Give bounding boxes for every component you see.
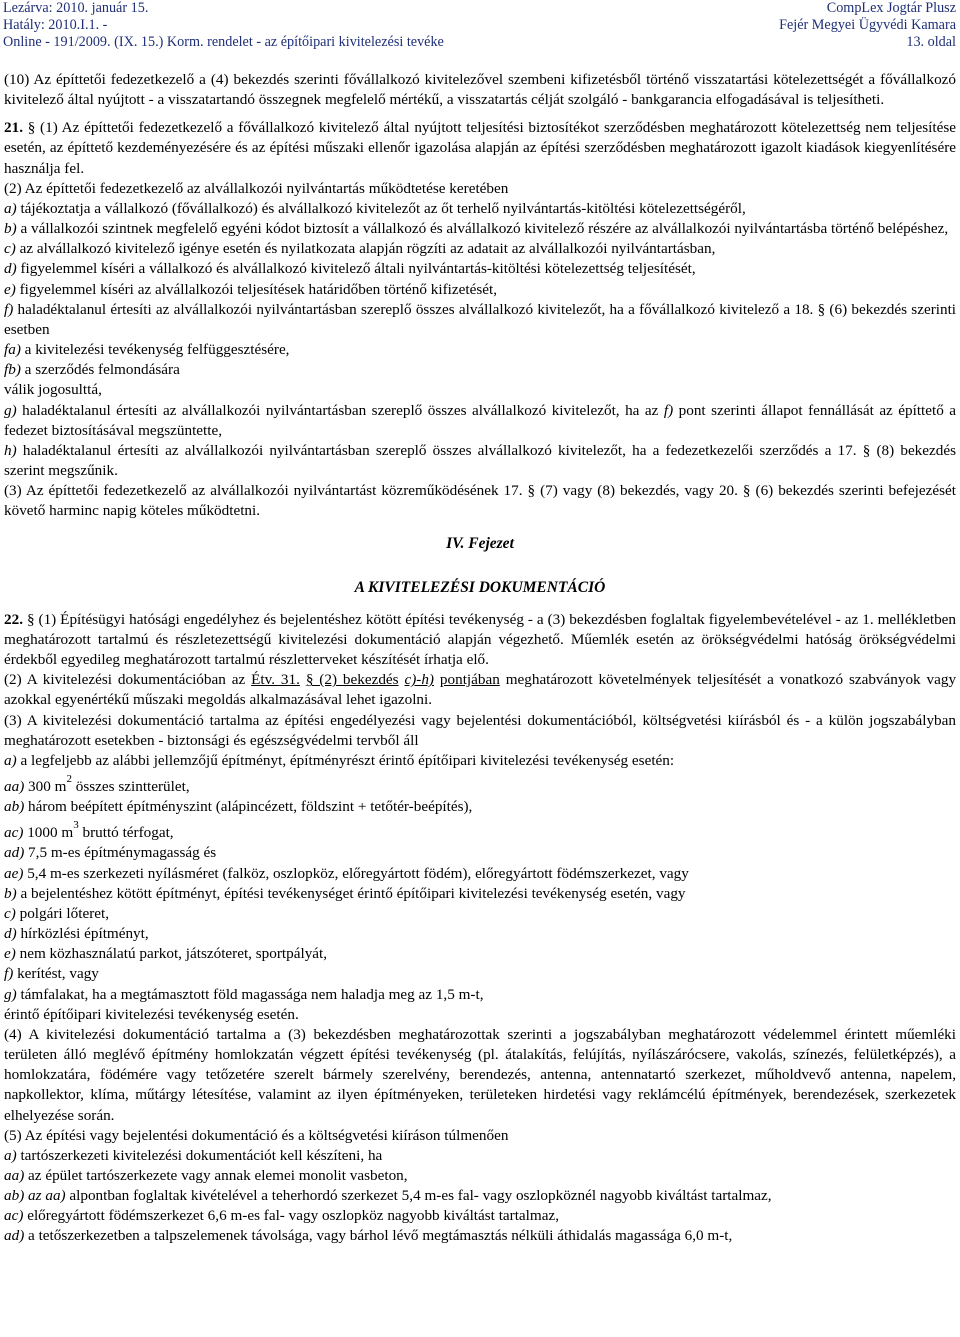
list-continuation: érintő építőipari kivitelezési tevékenység esetén. <box>4 1005 299 1023</box>
item-label: e) <box>4 945 16 963</box>
list-item <box>4 360 956 380</box>
item-label: aa) <box>4 1166 25 1184</box>
section-21-1-text: (1) Az építtetői fedezetkezelő a fővállalkozó kivitelező által nyújtott teljesítési biztosítékot szerződésben meghatározott kötelezettség nem teljesítése esetén, az építtető kezdeményezésére és az építési műszaki ellenőr igazolása alapján az építési szerződésben meghatározott igazolt kiadások kiegyenlítésére használja fel. <box>4 119 957 177</box>
item-text: figyelemmel kíséri a vállalkozó és alvállalkozó kivitelező általi nyilvántartás-kitöltési kötelezettség teljesítését, <box>20 260 696 278</box>
item-label: ab) <box>4 798 25 816</box>
list-item <box>4 219 956 239</box>
licensee-name: Fejér Megyei Ügyvédi Kamara <box>779 17 956 33</box>
list-item <box>4 924 956 944</box>
item-label: d) <box>4 260 17 278</box>
item-label: fb) <box>4 361 21 379</box>
item-text: 1000 m <box>27 824 74 842</box>
effective-date: Hatály: 2010.I.1. - <box>3 17 108 33</box>
section-22-paragraph-2 <box>4 670 956 710</box>
law-reference-link[interactable]: c)-h) <box>404 671 434 689</box>
item-label: aa) <box>4 778 25 795</box>
item-label: g) <box>4 985 17 1003</box>
item-text: összes szintterület, <box>75 778 190 795</box>
list-item <box>4 797 956 817</box>
item-label: d) <box>4 925 17 943</box>
list-item <box>4 864 956 884</box>
section-22-paragraph-3: (3) A kivitelezési dokumentáció tartalma az építési engedélyezési vagy bejelentési dokumentációból, költségvetési kiírásból és - a külön jogszabályban meghatározott esetekben - biztonsági és egészségvédelmi tervből áll <box>4 711 956 749</box>
item-text: figyelemmel kíséri az alvállalkozói teljesítések határidőben történő kifizetését, <box>19 280 497 298</box>
item-label: a) <box>4 751 17 769</box>
page-number: 13. oldal <box>906 34 956 50</box>
list-item <box>4 751 956 771</box>
item-text: három beépített építményszint (alápincézett, földszint + tetőtér-beépítés), <box>28 798 473 816</box>
item-label: b) <box>4 884 17 902</box>
section-21-paragraph-1 <box>4 118 956 178</box>
document-source: Online - 191/2009. (IX. 15.) Korm. rendelet - az építőipari kivitelezési tevéke <box>3 34 444 50</box>
item-text: haladéktalanul értesíti az alvállalkozói nyilvántartásban szereplő összes alvállalkozó kivitelezőt, ha az <box>22 401 659 419</box>
item-text: a bejelentéshez kötött építményt, építési tevékenységet érintő építőipari kivitelezési tevékenység esetén, vagy <box>20 884 686 902</box>
chapter-title: A KIVITELEZÉSI DOKUMENTÁCIÓ <box>354 578 606 596</box>
item-text: 7,5 m-es építménymagasság és <box>28 844 217 862</box>
item-text: a szerződés felmondására <box>24 361 180 379</box>
item-label: a) <box>4 199 17 217</box>
item-label: f) <box>4 965 14 983</box>
list-item <box>4 1226 956 1246</box>
list-item <box>4 884 956 904</box>
section-21-number: 21. <box>4 119 23 137</box>
item-text: haladéktalanul értesíti az alvállalkozói nyilvántartásban szereplő összes alvállalkozó kivitelezőt, ha a fedezetkezelői szerződés a 17. § (8) bekezdés szerint megszűnik. <box>4 441 957 479</box>
item-text: támfalakat, ha a megtámasztott föld magassága nem haladja meg az 1,5 m-t, <box>20 985 484 1003</box>
list-item <box>4 441 956 481</box>
list-item <box>4 1206 956 1226</box>
item-text: hírközlési építményt, <box>20 925 149 943</box>
item-text: tartószerkezeti kivitelezési dokumentációt kell készíteni, ha <box>20 1146 383 1164</box>
item-text: pont szerinti állapot fennállását az építtető a fedezet biztosításával megszüntette, <box>4 401 957 439</box>
item-label: e) <box>4 280 16 298</box>
document-body <box>4 70 956 1247</box>
list-item <box>4 300 956 340</box>
item-reference: az aa) <box>28 1187 66 1205</box>
section-21-paragraph-3: (3) Az építtetői fedezetkezelő az alvállalkozói nyilvántartást közreműködésének 17. § (7) vagy (8) bekezdés, vagy 20. § (6) bekezdés szerinti befejezését követő harminc napig köteles működtetni. <box>4 482 956 520</box>
item-text: az épület tartószerkezete vagy annak elemei monolit vasbeton, <box>28 1166 408 1184</box>
item-label: ad) <box>4 844 25 862</box>
section-22-paragraph-4: (4) A kivitelezési dokumentáció tartalma a (3) bekezdésben meghatározottak szerinti a jogszabályban meghatározott védelemmel érintett műemléki területen álló meglévő építmény homlokzatán végzett építési tevékenység (pl. átalakítás, felújítás, nyílászárócsere, vakolás, színezés, felületképzés), a homlokzatára, födémére vagy tetőzetére szerelt bármely szerelvény, berendezés, antenna, antennatartó szerkezet, műholdvevő antenna, napelem, napkollektor, klíma, műtárgy létesítése, valamint az ilyen építményeken, területeken hirdetési vagy reklámcélú építmények, berendezések, szerkezetek elhelyezése során. <box>4 1025 956 1124</box>
item-label: f) <box>4 300 14 318</box>
list-item <box>4 819 956 843</box>
item-label: b) <box>4 220 17 238</box>
chapter-number: IV. Fejezet <box>446 535 514 553</box>
item-text: nem közhasználatú parkot, játszóteret, sportpályát, <box>19 945 328 963</box>
superscript: 3 <box>73 819 79 832</box>
item-label: a) <box>4 1146 17 1164</box>
header-right <box>779 0 956 51</box>
paragraph-text: (2) A kivitelezési dokumentációban az <box>4 671 246 689</box>
list-item <box>4 1166 956 1186</box>
item-label: fa) <box>4 341 21 359</box>
item-text: haladéktalanul értesíti az alvállalkozói nyilvántartásban szereplő összes alvállalkozó kivitelezőt, ha a fővállalkozó kivitelező a 18. § (6) bekezdés szerinti esetben <box>4 300 957 338</box>
list-item <box>4 904 956 924</box>
section-sign: § <box>27 119 36 137</box>
list-item <box>4 259 956 279</box>
item-text: bruttó térfogat, <box>82 824 174 842</box>
closing-date: Lezárva: 2010. január 15. <box>3 0 149 16</box>
item-text: 5,4 m-es szerkezeti nyílásméret (falköz, oszlopköz, előregyártott födém), előregyártott födémszerkezet, vagy <box>27 864 689 882</box>
item-text: 300 m <box>28 778 67 795</box>
list-continuation: válik jogosulttá, <box>4 381 102 399</box>
item-text: az alvállalkozó kivitelező igénye esetén és nyilatkozata alapján rögzíti az adatait az alvállalkozói nyilvántartásban, <box>19 240 716 258</box>
list-item <box>4 340 956 360</box>
item-label: ac) <box>4 824 24 842</box>
item-text: a tetőszerkezetben a talpszelemenek távolsága, vagy bárhol lévő megtámasztás nélküli áthidalás magassága 6,0 m-t, <box>28 1227 733 1245</box>
list-item <box>4 1186 956 1206</box>
list-item <box>4 843 956 863</box>
paragraph-10: (10) Az építtetői fedezetkezelő a (4) bekezdés szerinti fővállalkozó kivitelezővel szembeni kifizetésből történő visszatartási kötelezettségét a fővállalkozó kivitelező által nyújtott - a visszatartandó összegnek megfelelő mértékű, a visszatartás célját szolgáló - bankgarancia elfogadásával is teljesítheti. <box>4 71 956 109</box>
item-label: c) <box>4 240 16 258</box>
section-sign: § <box>26 610 35 628</box>
list-item <box>4 985 956 1005</box>
list-item <box>4 1146 956 1166</box>
item-text: előregyártott födémszerkezet 6,6 m-es fal- vagy oszlopköz nagyobb kiváltást tartalmaz, <box>27 1207 559 1225</box>
item-text: polgári lőteret, <box>19 904 110 922</box>
item-label: ab) <box>4 1187 25 1205</box>
item-text: alpontban foglaltak kivételével a teherhordó szerkezet 5,4 m-es fal- vagy oszlopköznél nagyobb kiváltást tartalmaz, <box>69 1187 772 1205</box>
section-22-1-text: (1) Építésügyi hatósági engedélyhez és bejelentéshez kötött építési tevékenység - a (3) bekezdésben foglaltak figyelembevételével - az 1. mellékletben meghatározott tartalmú és részletezettségű kivitelezési dokumentáció alapján végezhető. Műemlék esetén az örökségvédelmi hatóság örökségvédelmi érdekből egyedileg meghatározott tartalmú részletterveket készítését írhatja elő. <box>4 610 957 669</box>
item-label: c) <box>4 904 16 922</box>
paragraph-text: meghatározott követelmények teljesítését a vonatkozó szabványok vagy azokkal egyenértékű műszaki megoldás alkalmazásával lehet igazolni. <box>4 671 957 709</box>
section-22-paragraph-5: (5) Az építési vagy bejelentési dokumentáció és a költségvetési kiíráson túlmenően <box>4 1126 509 1144</box>
item-text: a legfeljebb az alábbi jellemzőjű építményt, építményrészt érintő építőipari kivitelezési tevékenység esetén: <box>20 751 675 769</box>
item-label: ac) <box>4 1207 24 1225</box>
section-22-number: 22. <box>4 610 23 628</box>
law-reference-link[interactable]: § (2) bekezdés <box>305 671 399 689</box>
section-22-paragraph-1 <box>4 610 956 670</box>
list-item <box>4 280 956 300</box>
item-text: a vállalkozói szintnek megfelelő egyéni kódot biztosít a vállalkozó és alvállalkozó kivitelező részére az alvállalkozói nyilvántartásba történő belépéshez, <box>20 220 949 238</box>
list-item <box>4 199 956 219</box>
item-label: ad) <box>4 1227 25 1245</box>
section-21-paragraph-2: (2) Az építtetői fedezetkezelő az alvállalkozói nyilvántartás működtetése keretében <box>4 179 509 197</box>
item-reference: f) <box>663 401 674 419</box>
item-label: g) <box>4 401 17 419</box>
spacer <box>4 110 956 118</box>
list-item <box>4 944 956 964</box>
law-reference-link[interactable]: Étv. 31. <box>251 671 300 689</box>
item-text: kerítést, vagy <box>17 965 99 983</box>
item-label: h) <box>4 441 17 459</box>
item-label: ae) <box>4 864 24 882</box>
list-item <box>4 772 956 797</box>
list-item <box>4 239 956 259</box>
list-item <box>4 401 956 441</box>
superscript: 2 <box>66 772 72 785</box>
item-text: tájékoztatja a vállalkozó (fővállalkozó) és alvállalkozó kivitelezőt az őt terhelő nyilvántartás-kitöltési kötelezettségéről, <box>20 199 746 217</box>
page-header <box>0 0 960 50</box>
list-item <box>4 964 956 984</box>
law-reference-link[interactable]: pontjában <box>439 671 500 689</box>
header-left <box>3 0 444 51</box>
item-text: a kivitelezési tevékenység felfüggesztésére, <box>24 341 290 359</box>
product-name: CompLex Jogtár Plusz <box>826 0 956 16</box>
